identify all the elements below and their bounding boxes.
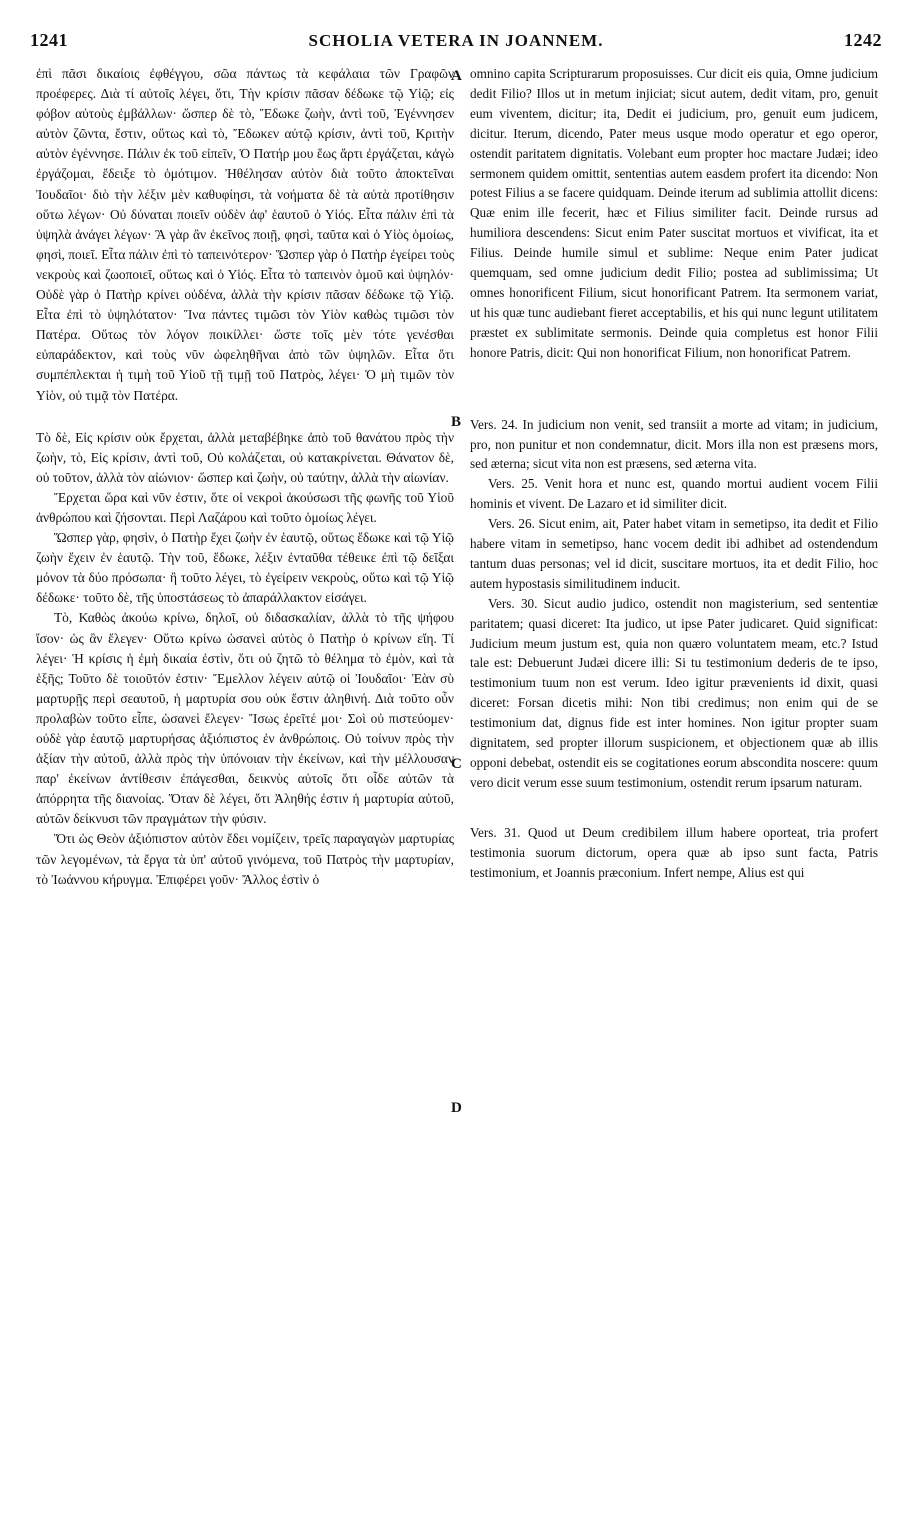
greek-column [36, 64, 454, 890]
latin-paragraph-4: Vers. 26. Sicut enim, ait, Pater habet vitam in semetipso, ita dedit et Filio habere vitam in semetipso, hanc vocem dedit ibi adhibet ad ostendendum tantum duas personas; vel id dicit, suscitare mortuos, ita et dedit Filio, hoc autem hypostasis similitudinem inducit. [470, 516, 878, 591]
greek-paragraph-3: Ἔρχεται ὥρα καὶ νῦν ἐστιν, ὅτε οἱ νεκροὶ ἀκούσωσι τῆς φωνῆς τοῦ Υἱοῦ ἀνθρώπου καὶ ζήσονται. Περὶ Λαζάρου καὶ τοῦτο ὁμοίως λέγει. [36, 489, 454, 525]
latin-paragraph-1: omnino capita Scripturarum proposuisses. Cur dicit eis quia, Omne judicium dedit Filio? Illos ut in metum injiciat; sicut autem, dedit vitam, pro, genuit eum viventem, dicitur; ita, Dedit ei judicium, pro, genuit eum judicem, dicitur. Iterum, dicendo, Pater meus usque modo operatur et ego operor, ostendit paritatem dignitatis. Volebant eum propter hoc mactare Judæi; ideo sermonem quidem omittit, sententias autem easdem profert ita dicendo: Non potest Filius a se facere quidquam. Deinde iterum ad sublimia attollit dicens: Quæ enim ille fecerit, hæc et Filius similiter facit. Deinde rursus ad humiliora descendens: Sicut enim Pater suscitat mortuos et vivificat, ita et Filius. Deinde humile simul et sublime: Neque enim Pater judicat quemquam, sed omne judicium dedit Filio; postea ad sublimissima; Ut omnes honorificent Filium, sicut honorificant Patrem. Ita sermonem variat, ut his quæ tunc audiebant fieret acceptabilis, et his qui nunc legunt utilitatem præstet ex sublimitate sermonis. Deinde quia completus est honor Filii honore Patris, dicit: Qui non honorificat Filium, non honorificat Patrem. [470, 66, 878, 360]
latin-paragraph-3: Vers. 25. Venit hora et nunc est, quando mortui audient vocem Filii hominis et vivent. De Lazaro et id similiter dicit. [470, 476, 878, 512]
latin-spacer-2 [470, 793, 878, 823]
running-header [30, 30, 882, 60]
margin-marker-a: A [451, 68, 462, 84]
greek-paragraph-6: Ὅτι ὡς Θεὸν ἀξιόπιστον αὐτὸν ἔδει νομίζειν, τρεῖς παραγαγὼν μαρτυρίας τῶν λεγομένων, τὰ ἔργα τὰ ὑπ' αὐτοῦ γινόμενα, τοῦ Πατρὸς τὴν μαρτυρίαν, τὸ Ἰωάννου κήρυγμα. Ἐπιφέρει γοῦν· Ἄλλος ἐστὶν ὁ [36, 831, 454, 887]
running-title: SCHOLIA VETERA IN JOANNEM. [308, 31, 604, 50]
greek-paragraph-4: Ὥσπερ γὰρ, φησὶν, ὁ Πατὴρ ἔχει ζωὴν ἐν ἑαυτῷ, οὕτως ἔδωκε καὶ τῷ Υἱῷ ζωὴν ἔχειν ἐν ἑαυτῷ. Τὴν τοῦ, ἔδωκε, λέξιν ἐνταῦθα τέθεικε ἐπὶ τῷ δεῖξαι μόνον τὰ δύο πρόσωπα· ἢ τοῦτο λέγει, τὸ ἐγείρειν νεκροὺς, οὕτω καὶ τῷ Υἱῷ δέδωκε· τοῦτο δὲ, τῆς ὑποστάσεως τὸ ἀπαράλλακτον εἰσάγει. [36, 530, 454, 606]
margin-marker-c: C [451, 756, 462, 772]
greek-paragraph-1: ἐπὶ πᾶσι δικαίοις ἐφθέγγου, σῶα πάντως τὰ κεφάλαια τῶν Γραφῶν προέφερες. Διὰ τί αὐτοῖς λέγει, ὅτι, Τὴν κρίσιν πᾶσαν δέδωκε τῷ Υἱῷ; εἰς φόβον αὐτοὺς ἐμβάλλων· ὥσπερ δὲ τὸ, Ἔδωκε ζωὴν, ἀντὶ τοῦ, Ἐγέννησεν αὐτὸν ζῶντα, ἔστιν, οὕτως καὶ τὸ, Ἔδωκεν αὐτῷ κρίσιν, ἀντὶ τοῦ, Κριτὴν αὐτὸν ἐγέννησε. Πάλιν ἐκ τοῦ εἰπεῖν, Ὁ Πατήρ μου ἕως ἄρτι ἐργάζεται, κἀγὼ ἐργάζομαι, ἔδειξε τὸ ὁμότιμον. Ἠθέλησαν αὐτὸν διὰ τοῦτο ἀποκτεῖναι Ἰουδαῖοι· διὸ τὴν λέξιν μὲν καθυφίησι, τὰ νοήματα δὲ τὰ αὐτὰ προτίθησιν οὕτω λέγων· Οὐ δύναται ποιεῖν οὐδὲν ἀφ' ἑαυτοῦ ὁ Υἱός. Εἶτα πάλιν ἐπὶ τὰ ὑψηλὰ ἀνάγει λέγων· Ἃ γὰρ ἂν ἐκεῖνος ποιῇ, φησὶ, ταῦτα καὶ ὁ Υἱὸς ὁμοίως, φησὶ, ποιεῖ. Εἶτα πάλιν ἐπὶ τὸ ταπεινότερον· Ὥσπερ γὰρ ὁ Πατὴρ ἐγείρει τοὺς νεκροὺς καὶ ζωοποιεῖ, οὕτως καὶ ὁ Υἱός. Εἶτα τὸ ταπεινὸν ὁμοῦ καὶ ὑψηλόν· Οὐδὲ γὰρ ὁ Πατὴρ κρίνει οὐδένα, ἀλλὰ τὴν κρίσιν πᾶσαν δέδωκε τῷ Υἱῷ. Εἶτα ἐπὶ τὸ ὑψηλότατον· Ἵνα πάντες τιμῶσι τὸν Υἱὸν καθὼς τιμῶσι τὸν Πατέρα. Οὕτως τὸν λόγον ποικίλλει· ὥστε τοῖς μὲν τότε γενέσθαι εὐπαράδεκτον, καὶ τοὺς νῦν ὠφεληθῆναι ἀπὸ τῶν ὑψηλῶν. Εἶτα ὅτι συμπέπλεκται ἡ τιμὴ τοῦ Υἱοῦ τῇ τιμῇ τοῦ Πατρὸς, λέγει· Ὁ μὴ τιμῶν τὸν Υἱὸν, οὐ τιμᾷ τὸν Πατέρα. [36, 66, 454, 403]
latin-paragraph-2: Vers. 24. In judicium non venit, sed transiit a morte ad vitam; in judicium, pro, non punitur et non condemnatur, dicit. Mors illa non est præsens mors, sed æterna; sicut vita non est præsens, sed æterna vita. [470, 416, 878, 472]
latin-paragraph-6: Vers. 31. Quod ut Deum credibilem illum habere oporteat, tria profert testimonia suorum dictorum, opera quæ ab ipso sunt facta, Patris testimonium, et Joannis præconium. Infert nempe, Alius est qui [470, 824, 878, 880]
latin-paragraph-5: Vers. 30. Sicut audio judico, ostendit non magisterium, sed sententiæ paritatem; quasi diceret: Ita judico, ut ipse Pater judicaret. Quid significat: Judicium meum justum est, quia non quæro voluntatem meam, etc.? Istud tale est: Debuerunt Judæi dicere illi: Si tu testimonium dederis de te ipso, testimonium tuum non est verum. Ideo igitur prævenients id dixit, quasi diceret: Forsan dicetis mihi: Non tibi credimus; non enim qui de se testimonium dat, dignus fide est inter homines. Non igitur propter suam dignitatem, sed propter illorum suspicionem, et objectionem quæ ab illis opponi debebat, ostendit eis se cogitationes eorum abscondita noscere: quum vero dicit verum esse suum testimonium, ostendit rerum ipsarum naturam. [470, 595, 878, 790]
greek-spacer [36, 406, 454, 428]
greek-paragraph-2: Τὸ δὲ, Εἰς κρίσιν οὐκ ἔρχεται, ἀλλὰ μεταβέβηκε ἀπὸ τοῦ θανάτου πρὸς τὴν ζωὴν, τὸ, Εἰς κρίσιν, ἀντὶ τοῦ, Οὐ κολάζεται, οὐ κατακρίνεται. Θάνατον δὲ, οὐ τοῦτον, ἀλλὰ τὸν αἰώνιον· ὥσπερ καὶ ζωὴν, οὐ ταύτην, ἀλλὰ τὴν αἰωνίαν. [36, 429, 454, 485]
latin-column [470, 64, 878, 883]
greek-paragraph-5: Τὸ, Καθὼς ἀκούω κρίνω, δηλοῖ, οὐ διδασκαλίαν, ἀλλὰ τὸ τῆς ψήφου ἴσον· ὡς ἂν ἔλεγεν· Οὕτω κρίνω ὡσανεὶ αὐτὸς ὁ Πατὴρ ὁ κρίνων εἴη. Τί λέγει· Ἡ κρίσις ἡ ἐμὴ δικαία ἐστὶν, ὅτι οὐ ζητῶ τὸ θέλημα τὸ ἐμὸν, καὶ τὰ ἑξῆς; Τοῦτο δὲ τοιοῦτόν ἐστιν· Ἔμελλον λέγειν αὐτῷ οἱ Ἰουδαῖοι· Ἐὰν σὺ μαρτυρῇς περὶ σεαυτοῦ, ἡ μαρτυρία σου οὐκ ἔστιν ἀληθινή. Διὰ τοῦτο οὖν προλαβὼν τοῦτο εἶπε, ὡσανεὶ ἔλεγεν· Ἴσως ἐρεῖτέ μοι· Σοὶ οὐ πιστεύομεν· οὐδὲ γὰρ ἑαυτῷ μαρτυρήσας ἀξιόπιστος ἐν ἀνθρώποις. Οὐ τοίνυν πρὸς τὴν ἀξίαν τὴν αὐτοῦ, ἀλλὰ πρὸς τὴν ὑπόνοιαν τὴν ἐκείνων, καὶ τὴν μέλλουσαν παρ' ἐκείνων ἀντίθεσιν ἐπάγεσθαι, δεικνὺς αὐτοῖς ὅτι οἶδε αὐτῶν τὰ ἀπόρρητα τῆς διανοίας. Ὅταν δὲ λέγει, ὅτι Ἀληθής ἐστιν ἡ μαρτυρία αὐτοῦ, αὐτῶν δείκνυσι τῶν πραγμάτων τὴν φύσιν. [36, 610, 454, 827]
page-number-left: 1241 [30, 30, 68, 50]
page-number-right: 1242 [844, 30, 882, 50]
margin-marker-d: D [451, 1100, 462, 1116]
margin-marker-b: B [451, 414, 462, 430]
latin-spacer [470, 363, 878, 415]
